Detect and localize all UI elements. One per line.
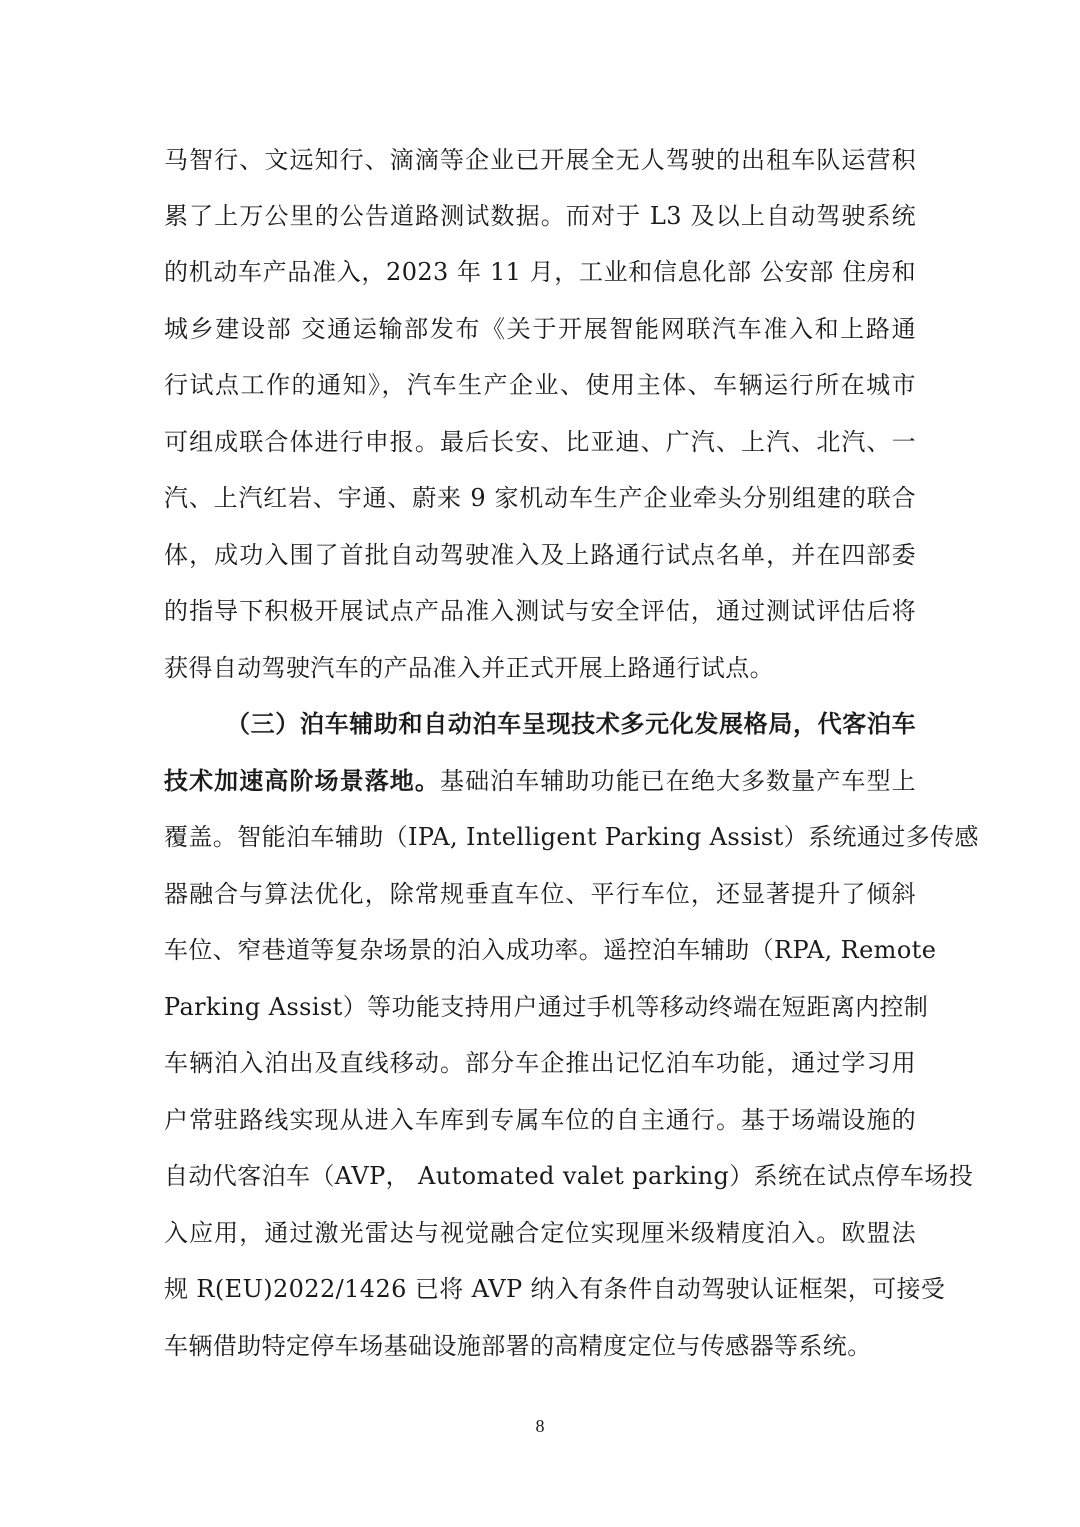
body-text-line: 车辆泊入泊出及直线移动。部分车企推出记忆泊车功能，通过学习用: [164, 1049, 916, 1077]
body-text-line: 的指导下积极开展试点产品准入测试与安全评估，通过测试评估后将: [164, 597, 916, 625]
body-text-line: 马智行、文远知行、滴滴等企业已开展全无人驾驶的出租车队运营积: [164, 146, 916, 174]
page-number: 8: [535, 1416, 545, 1436]
body-text-line: 可组成联合体进行申报。最后长安、比亚迪、广汽、上汽、北汽、一: [164, 428, 916, 456]
body-text-line: 入应用，通过激光雷达与视觉融合定位实现厘米级精度泊入。欧盟法: [164, 1219, 916, 1247]
body-text-line: 累了上万公里的公告道路测试数据。而对于 L3 及以上自动驾驶系统: [164, 202, 916, 230]
paragraph-end-line: 获得自动驾驶汽车的产品准入并正式开展上路通行试点。: [164, 654, 774, 682]
body-text-line: 户常驻路线实现从进入车库到专属车位的自主通行。基于场端设施的: [164, 1106, 916, 1134]
paragraph-end-line: 车辆借助特定停车场基础设施部署的高精度定位与传感器等系统。: [164, 1332, 872, 1360]
body-text-line: 城乡建设部 交通运输部发布《关于开展智能网联汽车准入和上路通: [164, 315, 916, 343]
body-text-line: 覆盖。智能泊车辅助（IPA, Intelligent Parking Assist）系统通过多传感: [164, 823, 979, 851]
body-text-line: 规 R(EU)2022/1426 已将 AVP 纳入有条件自动驾驶认证框架，可接受: [164, 1275, 946, 1303]
body-text-line: 自动代客泊车（AVP， Automated valet parking）系统在试点停车场投: [164, 1162, 974, 1190]
body-text-line: 行试点工作的通知》，汽车生产企业、使用主体、车辆运行所在城市: [164, 371, 916, 399]
section-heading: （三）泊车辅助和自动泊车呈现技术多元化发展格局，代客泊车: [226, 709, 916, 738]
section-heading-tail: 技术加速高阶场景落地。: [164, 766, 440, 795]
body-text-line: 车位、窄巷道等复杂场景的泊入成功率。遥控泊车辅助（RPA, Remote: [164, 936, 937, 964]
section-heading-continuation: [164, 761, 916, 801]
body-text-line: 汽、上汽红岩、宇通、蔚来 9 家机动车生产企业牵头分别组建的联合: [164, 484, 916, 512]
body-text-line: Parking Assist）等功能支持用户通过手机等移动终端在短距离内控制: [164, 993, 929, 1021]
body-text-line: 的机动车产品准入，2023 年 11 月，工业和信息化部 公安部 住房和: [164, 258, 916, 286]
body-text-segment: 基础泊车辅助功能已在绝大多数量产车型上: [439, 767, 916, 795]
body-text-line: 器融合与算法优化，除常规垂直车位、平行车位，还显著提升了倾斜: [164, 880, 916, 908]
body-text-line: 体，成功入围了首批自动驾驶准入及上路通行试点名单，并在四部委: [164, 541, 916, 569]
